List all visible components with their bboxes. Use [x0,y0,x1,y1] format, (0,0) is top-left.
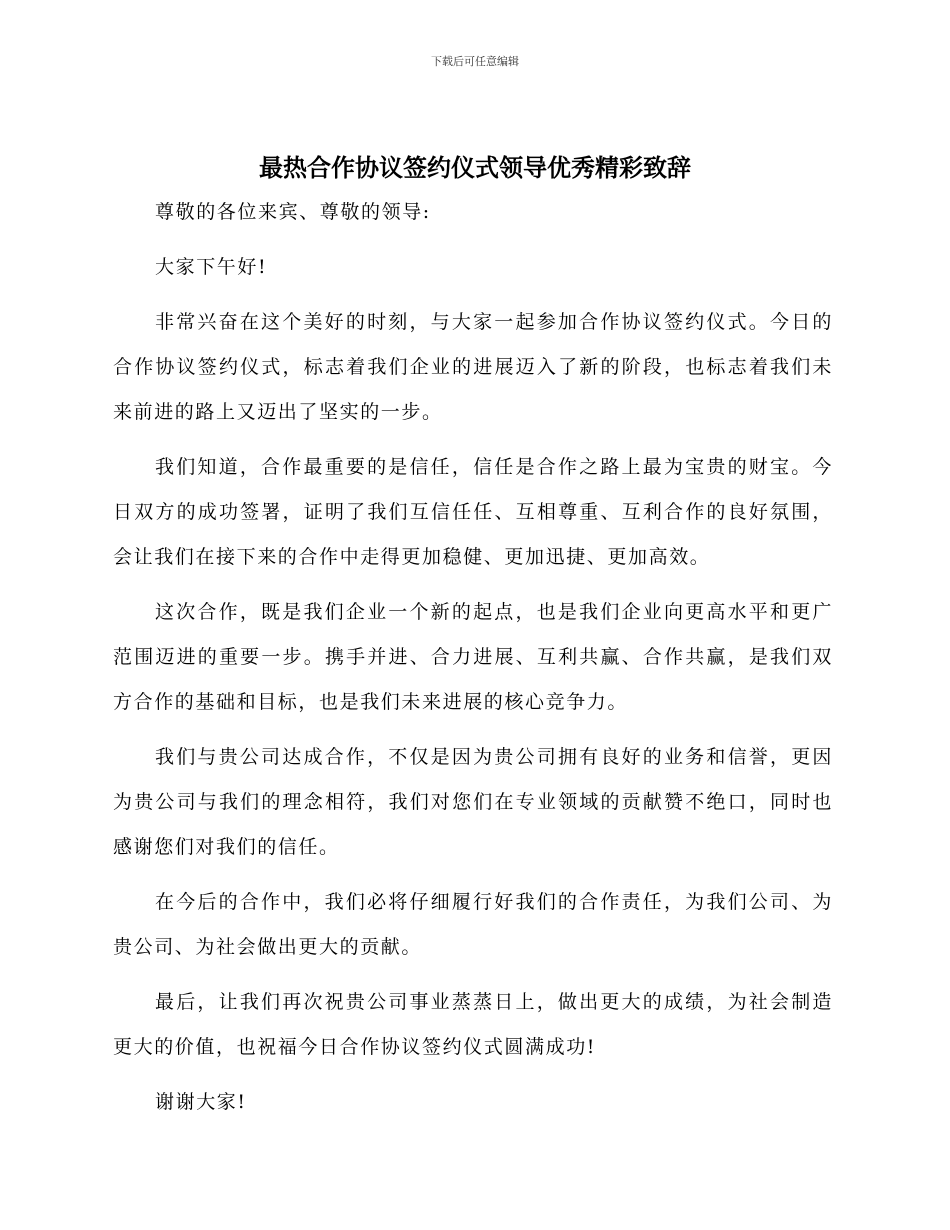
closing-paragraph: 谢谢大家! [155,1091,247,1113]
salutation-paragraph: 尊敬的各位来宾、尊敬的领导: [155,201,431,223]
document-body [113,190,833,1135]
greeting-paragraph: 大家下午好! [155,256,268,278]
body-paragraph: 这次合作，既是我们企业一个新的起点，也是我们企业向更高水平和更广范围迈进的重要一步。携手并进、合力进展、互利共赢、合作共赢，是我们双方合作的基础和目标，也是我们未来进展的核心竞争力。 [113,601,833,713]
body-paragraph: 我们知道，合作最重要的是信任，信任是合作之路上最为宝贵的财宝。今日双方的成功签署，证明了我们互信任任、互相尊重、互利合作的良好氛围，会让我们在接下来的合作中走得更加稳健、更加迅捷、更加高效。 [113,456,833,568]
document-title: 最热合作协议签约仪式领导优秀精彩致辞 [259,154,691,182]
header-note: 下载后可任意编辑 [431,55,519,68]
body-paragraph: 在今后的合作中，我们必将仔细履行好我们的合作责任，为我们公司、为贵公司、为社会做出更大的贡献。 [113,891,833,958]
body-paragraph: 最后，让我们再次祝贵公司事业蒸蒸日上，做出更大的成绩，为社会制造更大的价值，也祝福今日合作协议签约仪式圆满成功! [113,991,833,1058]
body-paragraph: 非常兴奋在这个美好的时刻，与大家一起参加合作协议签约仪式。今日的合作协议签约仪式，标志着我们企业的进展迈入了新的阶段，也标志着我们未来前进的路上又迈出了坚实的一步。 [113,311,833,423]
body-paragraph: 我们与贵公司达成合作，不仅是因为贵公司拥有良好的业务和信誉，更因为贵公司与我们的理念相符，我们对您们在专业领域的贡献赞不绝口，同时也感谢您们对我们的信任。 [113,746,833,858]
